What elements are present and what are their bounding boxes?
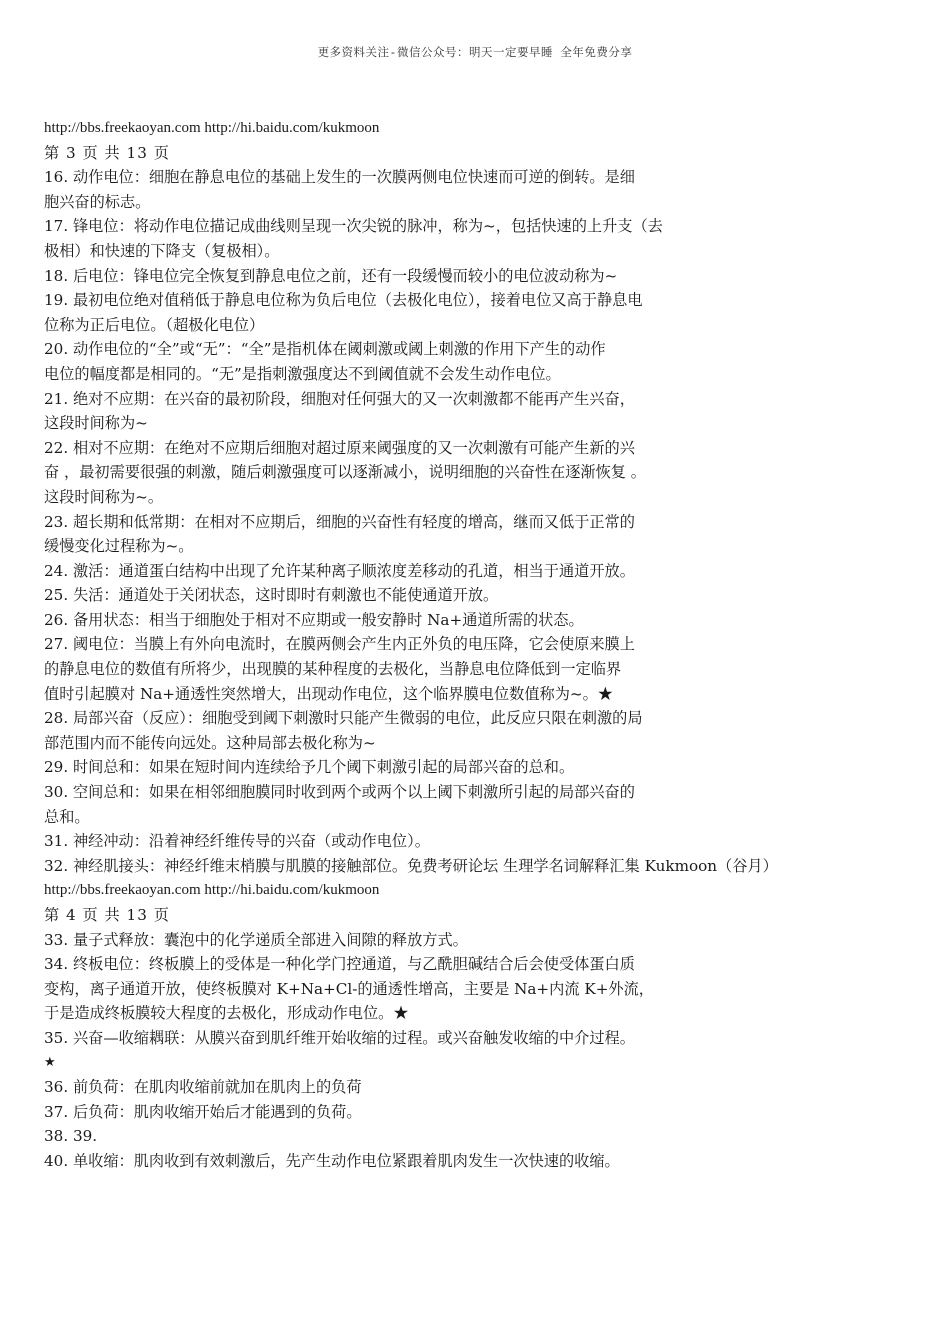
text-line: 23. 超长期和低常期：在相对不应期后，细胞的兴奋性有轻度的增高，继而又低于正常的	[44, 512, 635, 531]
text-line: 21. 绝对不应期：在兴奋的最初阶段，细胞对任何强大的又一次刺激都不能再产生兴奋，	[44, 389, 635, 408]
text-line: 位称为正后电位。（超极化电位）	[44, 315, 265, 334]
text-line: 16. 动作电位：细胞在静息电位的基础上发生的一次膜两侧电位快速而可逆的倒转。是细	[44, 168, 635, 187]
text-line: 25. 失活：通道处于关闭状态，这时即时有刺激也不能使通道开放。	[44, 586, 499, 605]
text-line: 30. 空间总和：如果在相邻细胞膜同时收到两个或两个以上阈下刺激所引起的局部兴奋的	[44, 783, 635, 802]
text-line: 电位的幅度都是相同的。“无”是指刺激强度达不到阈值就不会发生动作电位。	[44, 364, 561, 383]
header-banner: 更多资料关注-微信公众号：明天一定要早睡 全年免费分享	[317, 45, 633, 59]
text-line: 37. 后负荷：肌肉收缩开始后才能遇到的负荷。	[44, 1102, 362, 1121]
text-line: 40. 单收缩：肌肉收到有效刺激后，先产生动作电位紧跟着肌肉发生一次快速的收缩。	[44, 1151, 620, 1170]
text-line: 18. 后电位：锋电位完全恢复到静息电位之前，还有一段缓慢而较小的电位波动称为~	[44, 266, 618, 285]
text-line: 19. 最初电位绝对值稍低于静息电位称为负后电位（去极化电位），接着电位又高于静息电	[44, 291, 643, 310]
text-line: 胞兴奋的标志。	[44, 192, 151, 211]
text-line: 26. 备用状态：相当于细胞处于相对不应期或一般安静时 Na+通道所需的状态。	[44, 610, 584, 629]
text-line: 17. 锋电位：将动作电位描记成曲线则呈现一次尖锐的脉冲，称为~，包括快速的上升支（去	[44, 217, 663, 236]
text-line: 20. 动作电位的“全”或“无”：“全”是指机体在阈刺激或阈上刺激的作用下产生的动作	[44, 340, 606, 359]
text-line: 的静息电位的数值有所将少，出现膜的某种程度的去极化，当静息电位降低到一定临界	[44, 660, 622, 679]
text-line: 总和。	[44, 807, 90, 826]
text-line: 这段时间称为~。	[44, 487, 164, 506]
text-line: 34. 终板电位：终板膜上的受体是一种化学门控通道，与乙酰胆碱结合后会使受体蛋白质	[44, 955, 635, 974]
text-line: 部范围内而不能传向远处。这种局部去极化称为~	[44, 733, 376, 752]
text-line: 这段时间称为~	[44, 414, 148, 433]
text-line: 35. 兴奋—收缩耦联：从膜兴奋到肌纤维开始收缩的过程。或兴奋触发收缩的中介过程。	[44, 1028, 635, 1047]
text-line: 31. 神经冲动：沿着神经纤维传导的兴奋（或动作电位）。	[44, 832, 430, 851]
star-line: ★	[44, 1054, 56, 1070]
text-line: 极相）和快速的下降支（复极相）。	[44, 241, 280, 260]
text-line: 奋 ，最初需要很强的刺激，随后刺激强度可以逐渐减小，说明细胞的兴奋性在逐渐恢复 。	[44, 463, 646, 482]
text-line: 32. 神经肌接头：神经纤维末梢膜与肌膜的接触部位。免费考研论坛 生理学名词解释汇集 Kukmoon（谷月）	[44, 856, 778, 875]
text-line: 29. 时间总和：如果在短时间内连续给予几个阈下刺激引起的局部兴奋的总和。	[44, 758, 575, 777]
text-line: 22. 相对不应期：在绝对不应期后细胞对超过原来阈强度的又一次刺激有可能产生新的兴	[44, 438, 635, 457]
document-body	[44, 116, 924, 1174]
text-line: 28. 局部兴奋（反应）：细胞受到阈下刺激时只能产生微弱的电位，此反应只限在刺激的局	[44, 709, 643, 728]
text-line: 27. 阈电位：当膜上有外向电流时，在膜两侧会产生内正外负的电压降，它会使原来膜上	[44, 635, 635, 654]
text-line: 于是造成终板膜较大程度的去极化，形成动作电位。★	[44, 1004, 409, 1023]
url-line: http://bbs.freekaoyan.com http://hi.baidu.com/kukmoon	[44, 120, 380, 136]
text-line: 24. 激活：通道蛋白结构中出现了允许某种离子顺浓度差移动的孔道，相当于通道开放。	[44, 561, 635, 580]
text-line: 值时引起膜对 Na+通透性突然增大，出现动作电位，这个临界膜电位数值称为~。★	[44, 684, 613, 703]
url-line: http://bbs.freekaoyan.com http://hi.baidu.com/kukmoon	[44, 882, 380, 899]
text-line: 缓慢变化过程称为~。	[44, 537, 194, 556]
text-line: 38. 39.	[44, 1127, 98, 1146]
text-line: 变构，离子通道开放，使终板膜对 K+Na+Cl-的通透性增高，主要是 Na+内流 K+外流，	[44, 979, 654, 998]
text-line: 33. 量子式释放：囊泡中的化学递质全部进入间隙的释放方式。	[44, 930, 468, 949]
page-number-line: 第 3 页 共 13 页	[44, 143, 170, 162]
page-number-line: 第 4 页 共 13 页	[44, 906, 170, 924]
text-line: 36. 前负荷：在肌肉收缩前就加在肌肉上的负荷	[44, 1078, 362, 1097]
